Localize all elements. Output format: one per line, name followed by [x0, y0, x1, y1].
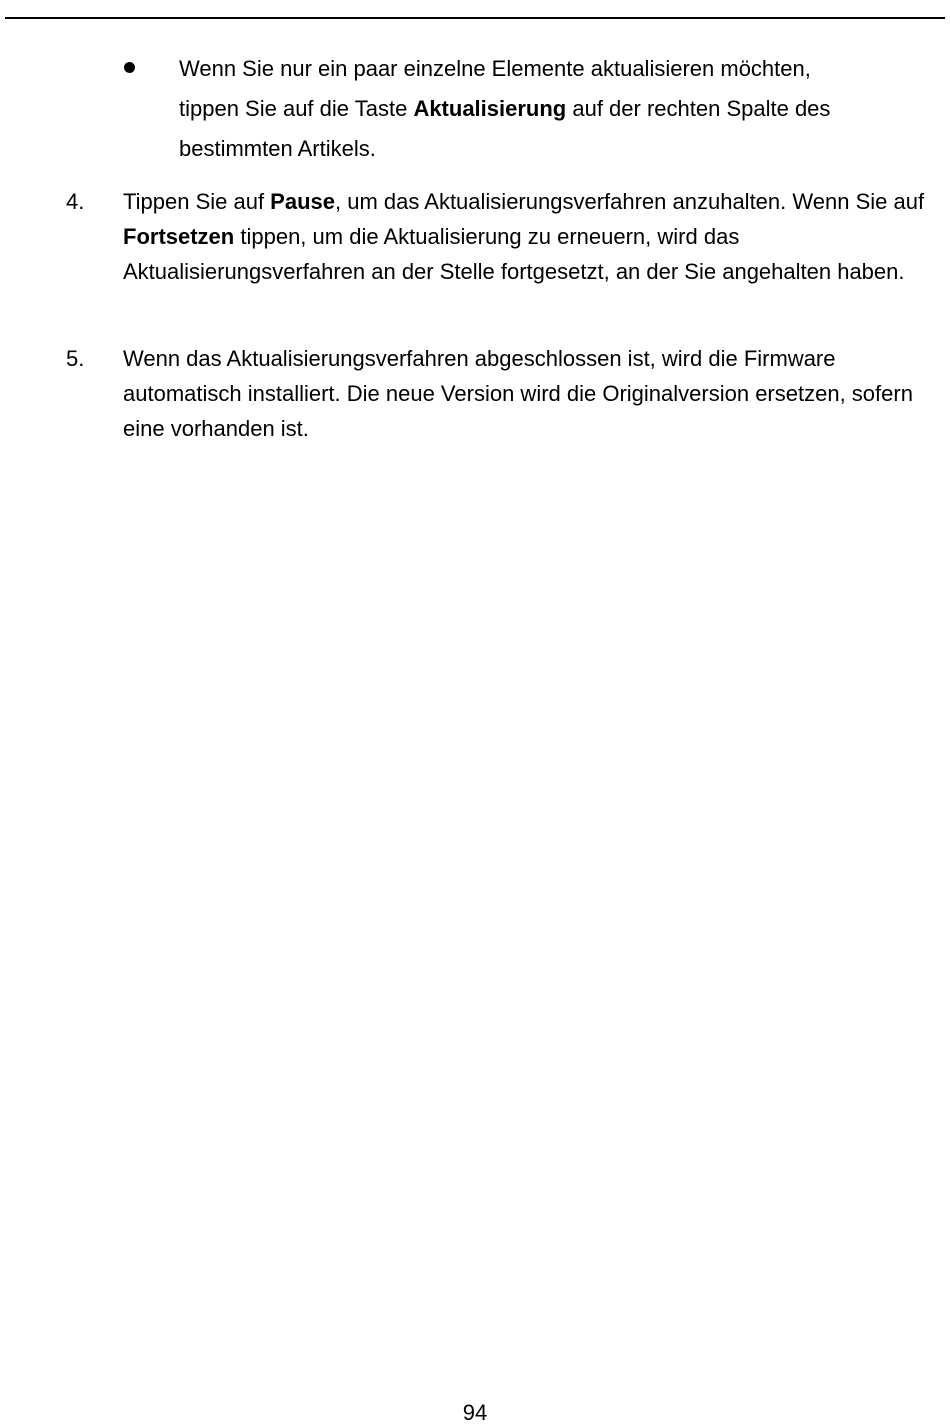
bullet-line-2-start: tippen Sie auf die Taste — [179, 96, 414, 121]
step-4-part-3: tippen, um die Aktualisierung zu erneuern, wird das Aktualisierungsverfahren an der Stelle fortgesetzt, an der Sie angehalten haben. — [123, 224, 905, 284]
bullet-line-3: bestimmten Artikels. — [179, 136, 376, 161]
step-4-part-2: , um das Aktualisierungsverfahren anzuhalten. Wenn Sie auf — [335, 189, 925, 214]
bullet-text — [179, 49, 939, 169]
bullet-line-1: Wenn Sie nur ein paar einzelne Elemente aktualisieren möchten, — [179, 56, 811, 81]
bullet-icon — [124, 62, 135, 73]
step-5-number: 5. — [66, 346, 85, 371]
step-4-text — [123, 184, 938, 289]
step-4-bold-pause: Pause — [270, 189, 335, 214]
header-rule — [5, 17, 945, 19]
bullet-line-2-end: auf der rechten Spalte des — [566, 96, 831, 121]
step-4-part-1: Tippen Sie auf — [123, 189, 271, 214]
step-4-bold-fortsetzen: Fortsetzen — [123, 224, 235, 249]
page-number: 94 — [462, 1400, 488, 1425]
bullet-bold-aktualisierung: Aktualisierung — [413, 96, 567, 121]
step-5-text: Wenn das Aktualisierungsverfahren abgeschlossen ist, wird die Firmware automatisch installiert. Die neue Version wird die Originalversion ersetzen, sofern eine vorhanden ist. — [123, 346, 913, 441]
step-4-number: 4. — [66, 189, 85, 214]
